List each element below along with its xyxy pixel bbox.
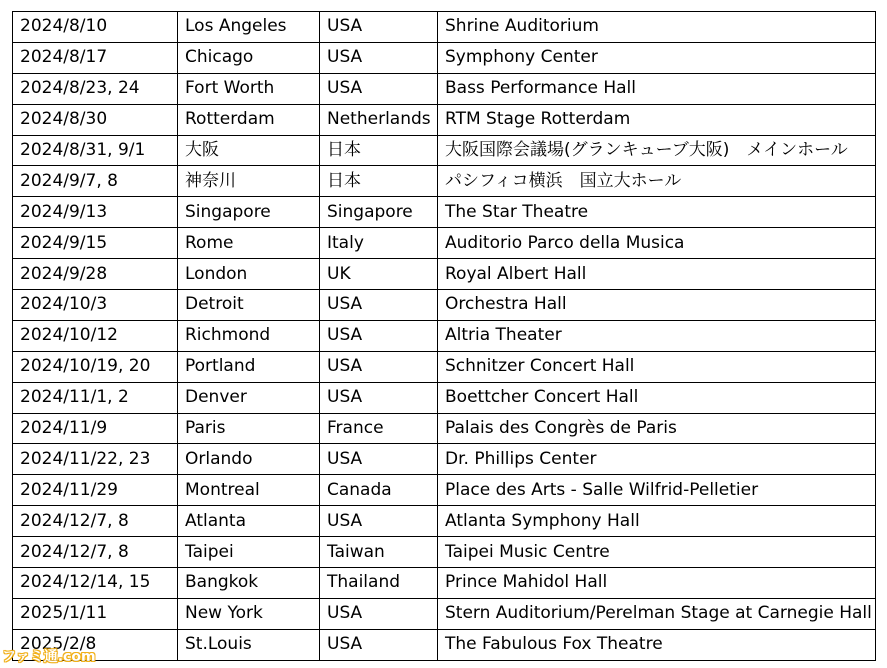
venue-cell: Atlanta Symphony Hall bbox=[438, 506, 876, 537]
venue-cell: Palais des Congrès de Paris bbox=[438, 413, 876, 444]
city-cell: Rotterdam bbox=[178, 104, 320, 135]
country-cell: USA bbox=[320, 73, 438, 104]
date-cell: 2024/10/3 bbox=[13, 290, 178, 321]
venue-cell: Prince Mahidol Hall bbox=[438, 568, 876, 599]
table-row bbox=[13, 259, 876, 290]
country-cell: USA bbox=[320, 506, 438, 537]
country-cell: USA bbox=[320, 42, 438, 73]
table-row bbox=[13, 12, 876, 43]
country-cell: USA bbox=[320, 351, 438, 382]
table-row bbox=[13, 135, 876, 166]
date-cell: 2024/10/19, 20 bbox=[13, 351, 178, 382]
city-cell: Orlando bbox=[178, 444, 320, 475]
venue-cell: Auditorio Parco della Musica bbox=[438, 228, 876, 259]
table-row bbox=[13, 351, 876, 382]
country-cell: USA bbox=[320, 382, 438, 413]
table-row bbox=[13, 475, 876, 506]
date-cell: 2024/11/9 bbox=[13, 413, 178, 444]
venue-cell: Shrine Auditorium bbox=[438, 12, 876, 43]
date-cell: 2024/11/29 bbox=[13, 475, 178, 506]
date-cell: 2024/9/15 bbox=[13, 228, 178, 259]
country-cell: 日本 bbox=[320, 135, 438, 166]
venue-cell: パシフィコ横浜 国立大ホール bbox=[438, 166, 876, 197]
concert-schedule-table bbox=[12, 11, 876, 661]
city-cell: Chicago bbox=[178, 42, 320, 73]
table-row bbox=[13, 506, 876, 537]
venue-cell: Royal Albert Hall bbox=[438, 259, 876, 290]
date-cell: 2024/8/23, 24 bbox=[13, 73, 178, 104]
date-cell: 2024/9/7, 8 bbox=[13, 166, 178, 197]
table-row bbox=[13, 382, 876, 413]
date-cell: 2024/12/7, 8 bbox=[13, 506, 178, 537]
country-cell: France bbox=[320, 413, 438, 444]
country-cell: Thailand bbox=[320, 568, 438, 599]
date-cell: 2024/12/7, 8 bbox=[13, 537, 178, 568]
venue-cell: The Star Theatre bbox=[438, 197, 876, 228]
schedule-table-body bbox=[13, 12, 876, 661]
city-cell: Atlanta bbox=[178, 506, 320, 537]
country-cell: UK bbox=[320, 259, 438, 290]
country-cell: Italy bbox=[320, 228, 438, 259]
table-row bbox=[13, 42, 876, 73]
date-cell: 2024/11/1, 2 bbox=[13, 382, 178, 413]
city-cell: Montreal bbox=[178, 475, 320, 506]
venue-cell: 大阪国際会議場(グランキューブ大阪) メインホール bbox=[438, 135, 876, 166]
venue-cell: Dr. Phillips Center bbox=[438, 444, 876, 475]
city-cell: Detroit bbox=[178, 290, 320, 321]
city-cell: Bangkok bbox=[178, 568, 320, 599]
city-cell: Rome bbox=[178, 228, 320, 259]
city-cell: New York bbox=[178, 598, 320, 629]
venue-cell: Stern Auditorium/Perelman Stage at Carnegie Hall bbox=[438, 598, 876, 629]
venue-cell: Place des Arts - Salle Wilfrid-Pelletier bbox=[438, 475, 876, 506]
date-cell: 2025/2/8 bbox=[13, 629, 178, 660]
table-row bbox=[13, 444, 876, 475]
table-row bbox=[13, 598, 876, 629]
city-cell: Taipei bbox=[178, 537, 320, 568]
date-cell: 2024/9/13 bbox=[13, 197, 178, 228]
table-row bbox=[13, 104, 876, 135]
country-cell: USA bbox=[320, 320, 438, 351]
date-cell: 2024/8/17 bbox=[13, 42, 178, 73]
date-cell: 2024/8/31, 9/1 bbox=[13, 135, 178, 166]
table-row bbox=[13, 73, 876, 104]
city-cell: Paris bbox=[178, 413, 320, 444]
country-cell: USA bbox=[320, 629, 438, 660]
country-cell: USA bbox=[320, 444, 438, 475]
date-cell: 2024/8/10 bbox=[13, 12, 178, 43]
table-row bbox=[13, 290, 876, 321]
city-cell: 大阪 bbox=[178, 135, 320, 166]
table-row bbox=[13, 629, 876, 660]
venue-cell: Boettcher Concert Hall bbox=[438, 382, 876, 413]
country-cell: Taiwan bbox=[320, 537, 438, 568]
date-cell: 2025/1/11 bbox=[13, 598, 178, 629]
city-cell: St.Louis bbox=[178, 629, 320, 660]
venue-cell: Taipei Music Centre bbox=[438, 537, 876, 568]
venue-cell: Orchestra Hall bbox=[438, 290, 876, 321]
venue-cell: The Fabulous Fox Theatre bbox=[438, 629, 876, 660]
table-row bbox=[13, 166, 876, 197]
country-cell: Canada bbox=[320, 475, 438, 506]
country-cell: USA bbox=[320, 598, 438, 629]
country-cell: Singapore bbox=[320, 197, 438, 228]
city-cell: 神奈川 bbox=[178, 166, 320, 197]
date-cell: 2024/11/22, 23 bbox=[13, 444, 178, 475]
city-cell: Portland bbox=[178, 351, 320, 382]
date-cell: 2024/10/12 bbox=[13, 320, 178, 351]
date-cell: 2024/12/14, 15 bbox=[13, 568, 178, 599]
city-cell: Fort Worth bbox=[178, 73, 320, 104]
venue-cell: Altria Theater bbox=[438, 320, 876, 351]
city-cell: Richmond bbox=[178, 320, 320, 351]
table-row bbox=[13, 228, 876, 259]
table-row bbox=[13, 568, 876, 599]
city-cell: Singapore bbox=[178, 197, 320, 228]
country-cell: USA bbox=[320, 290, 438, 321]
country-cell: Netherlands bbox=[320, 104, 438, 135]
venue-cell: Schnitzer Concert Hall bbox=[438, 351, 876, 382]
table-row bbox=[13, 320, 876, 351]
venue-cell: RTM Stage Rotterdam bbox=[438, 104, 876, 135]
city-cell: Los Angeles bbox=[178, 12, 320, 43]
venue-cell: Bass Performance Hall bbox=[438, 73, 876, 104]
date-cell: 2024/9/28 bbox=[13, 259, 178, 290]
country-cell: USA bbox=[320, 12, 438, 43]
date-cell: 2024/8/30 bbox=[13, 104, 178, 135]
table-row bbox=[13, 413, 876, 444]
table-row bbox=[13, 197, 876, 228]
country-cell: 日本 bbox=[320, 166, 438, 197]
city-cell: London bbox=[178, 259, 320, 290]
table-row bbox=[13, 537, 876, 568]
site-watermark-logo: ファミ通.com bbox=[2, 649, 96, 665]
venue-cell: Symphony Center bbox=[438, 42, 876, 73]
city-cell: Denver bbox=[178, 382, 320, 413]
